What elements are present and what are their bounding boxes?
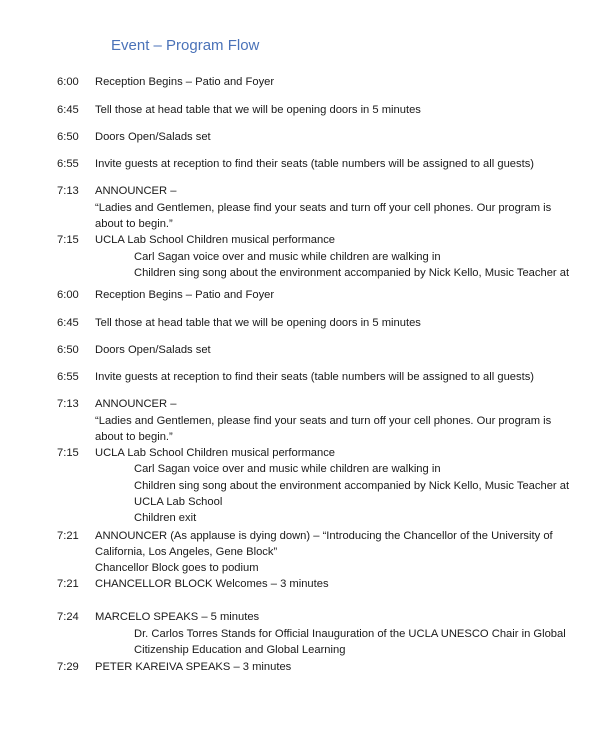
schedule-item: UCLA Lab School Children musical performance: [95, 234, 336, 246]
schedule-item: PETER KAREIVA SPEAKS – 3 minutes: [95, 661, 292, 673]
schedule-subitem: Children sing song about the environment accompanied by Nick Kello, Music Teacher at: [134, 480, 570, 492]
schedule-item: MARCELO SPEAKS – 5 minutes: [95, 611, 260, 623]
schedule-subitem: Carl Sagan voice over and music while children are walking in: [134, 251, 441, 263]
schedule-subitem: Children exit: [134, 512, 197, 524]
page-title: Event – Program Flow: [111, 37, 260, 54]
time-label: 6:50: [57, 344, 79, 356]
schedule-subitem: Dr. Carlos Torres Stands for Official Inauguration of the UCLA UNESCO Chair in Global: [134, 628, 566, 640]
schedule-continuation: “Ladies and Gentlemen, please find your seats and turn off your cell phones. Our program is: [95, 202, 552, 214]
schedule-continuation: about to begin.”: [95, 218, 173, 230]
schedule-item: Tell those at head table that we will be opening doors in 5 minutes: [95, 317, 421, 329]
schedule-continuation: California, Los Angeles, Gene Block”: [95, 546, 278, 558]
time-label: 7:29: [57, 661, 79, 673]
time-label: 7:13: [57, 398, 79, 410]
time-label: 6:45: [57, 104, 79, 116]
schedule-subitem: Children sing song about the environment accompanied by Nick Kello, Music Teacher at: [134, 267, 570, 279]
time-label: 7:13: [57, 185, 79, 197]
schedule-item: ANNOUNCER (As applause is dying down) – “Introducing the Chancellor of the University of: [95, 530, 553, 542]
schedule-item: Reception Begins – Patio and Foyer: [95, 76, 275, 88]
schedule-item: Invite guests at reception to find their seats (table numbers will be assigned to all guests): [95, 158, 535, 170]
time-label: 7:15: [57, 447, 79, 459]
schedule-subitem: Citizenship Education and Global Learning: [134, 644, 346, 656]
schedule-item: CHANCELLOR BLOCK Welcomes – 3 minutes: [95, 578, 329, 590]
schedule-continuation: Chancellor Block goes to podium: [95, 562, 259, 574]
time-label: 7:15: [57, 234, 79, 246]
schedule-item: ANNOUNCER –: [95, 185, 177, 197]
schedule-subitem: Carl Sagan voice over and music while children are walking in: [134, 463, 441, 475]
time-label: 7:21: [57, 530, 79, 542]
time-label: 6:55: [57, 371, 79, 383]
time-label: 7:21: [57, 578, 79, 590]
schedule-item: Reception Begins – Patio and Foyer: [95, 289, 275, 301]
schedule-item: Doors Open/Salads set: [95, 344, 211, 356]
schedule-continuation: “Ladies and Gentlemen, please find your seats and turn off your cell phones. Our program is: [95, 415, 552, 427]
schedule-item: UCLA Lab School Children musical performance: [95, 447, 336, 459]
time-label: 6:50: [57, 131, 79, 143]
time-label: 6:55: [57, 158, 79, 170]
schedule-continuation: about to begin.”: [95, 431, 173, 443]
schedule-item: Invite guests at reception to find their seats (table numbers will be assigned to all guests): [95, 371, 535, 383]
time-label: 7:24: [57, 611, 79, 623]
time-label: 6:00: [57, 76, 79, 88]
schedule-item: ANNOUNCER –: [95, 398, 177, 410]
schedule-item: Tell those at head table that we will be opening doors in 5 minutes: [95, 104, 421, 116]
time-label: 6:45: [57, 317, 79, 329]
time-label: 6:00: [57, 289, 79, 301]
schedule-item: Doors Open/Salads set: [95, 131, 211, 143]
schedule-subitem: UCLA Lab School: [134, 496, 223, 508]
